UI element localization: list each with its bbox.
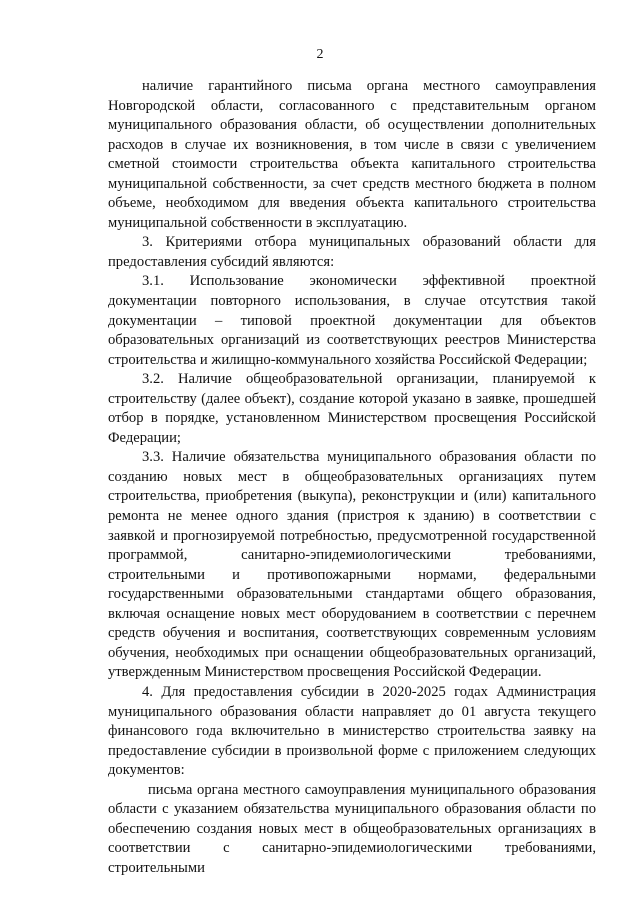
paragraph-criterion-3-2: 3.2. Наличие общеобразовательной организации, планируемой к строительству (далее объект), создание которой указано в заявке, прошедшей отбор в порядке, установленном Министерством просвещения Российской Федерации;	[108, 371, 596, 446]
paragraph-letters: письма органа местного самоуправления муниципального образования области с указанием обязательства муниципального образования области по обеспечению создания новых мест в общеобразовательных организациях в соответствии с санитарно-эпидемиологическими требованиями, строительными	[108, 781, 596, 876]
paragraph-section-4: 4. Для предоставления субсидии в 2020-2025 годах Администрация муниципального образования области направляет до 01 августа текущего финансового года включительно в министерство строительства заявку на предоставление субсидии в произвольной форме с приложением следующих документов:	[108, 683, 596, 779]
paragraph-selection-criteria: 3. Критериями отбора муниципальных образований области для предоставления субсидий являются:	[108, 234, 596, 270]
document-body	[108, 77, 596, 878]
paragraph-criterion-3-3: 3.3. Наличие обязательства муниципального образования области по созданию новых мест в общеобразовательных организациях путем строительства, приобретения (выкупа), реконструкции и (или) капитального ремонта не менее одного здания (пристроя к зданию) в соответствии с заявкой и прогнозируемой потребностью, предусмотренной государственной программой, санитарно-эпидемиологическими требованиями, строительными и противопожарными нормами, федеральными государственными образовательными стандартами общего образования, включая оснащение новых мест оборудованием в соответствии с перечнем средств обучения и воспитания, соответствующих современным условиям обучения, необходимых при оснащении общеобразовательных организаций, утвержденным Министерством просвещения Российской Федерации.	[108, 449, 596, 681]
paragraph-guarantee-letter: наличие гарантийного письма органа местного самоуправления Новгородской области, согласованного с представительным органом муниципального образования области, об осуществлении дополнительных расходов в случае их возникновения, в том числе в связи с увеличением сметной стоимости строительства объекта капитального строительства муниципальной собственности, за счет средств местного бюджета в полном объеме, необходимом для введения объекта капитального строительства муниципальной собственности в эксплуатацию.	[108, 78, 596, 231]
paragraph-criterion-3-1: 3.1. Использование экономически эффективной проектной документации повторного использования, в случае отсутствия такой документации – типовой проектной документации для объектов образовательных организаций из соответствующих реестров Министерства строительства и жилищно-коммунального хозяйства Российской Федерации;	[108, 273, 596, 368]
page-number: 2	[316, 47, 324, 62]
